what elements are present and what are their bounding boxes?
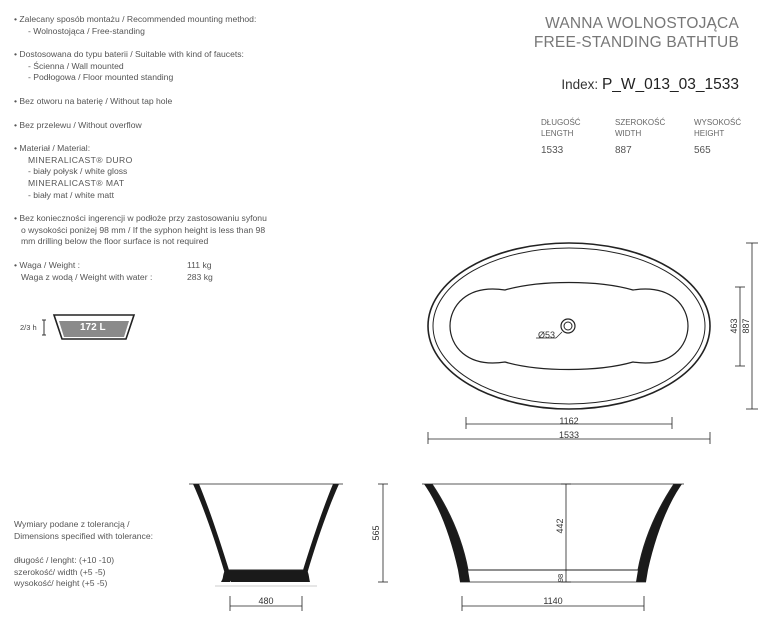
tolerance-title: Dimensions specified with tolerance: (14, 530, 153, 541)
short-side-wall (193, 484, 339, 582)
drain-outer-icon (561, 319, 575, 333)
long-base-width-label: 1140 (543, 596, 563, 606)
index-value: P_W_013_03_1533 (601, 76, 739, 93)
dim-head: HEIGHT (694, 129, 725, 138)
short-base-width-label: 480 (258, 596, 274, 606)
inner-length-label: 1162 (559, 416, 579, 426)
outer-rim (428, 243, 710, 409)
spec-siphon-line: • Bez konieczności ingerencji w podłoże przy zastosowaniu syfonu (14, 213, 314, 225)
long-base-height-label: 98 (556, 573, 565, 583)
inner-width-label: 463 (729, 318, 739, 334)
spec-list (14, 14, 314, 283)
spec-weight-water-label: Waga z wodą / Weight with water : (21, 271, 153, 282)
long-side-wall-right (636, 484, 682, 582)
title-en: FREE-STANDING BATHTUB (533, 34, 739, 51)
spec-faucets-item: - Ścienna / Wall mounted (28, 60, 124, 71)
spec-weight-value: 111 kg (187, 259, 212, 270)
top-view-drawing (410, 232, 770, 447)
dim-col-height (694, 117, 741, 156)
spec-faucets-label: • Dostosowana do typu baterii / Suitable with kind of faucets: (14, 49, 314, 61)
spec-material-line: - biały połysk / white gloss (28, 166, 128, 177)
dim-head: WIDTH (615, 129, 642, 138)
spec-mounting-item: - Wolnostojąca / Free-standing (28, 25, 145, 36)
spec-weight-label: • Waga / Weight : (14, 260, 314, 272)
dimensions-table (541, 117, 761, 161)
spec-faucets (14, 49, 314, 84)
tolerance-block (14, 519, 153, 590)
index-label: Index: (561, 77, 599, 92)
spec-material (14, 143, 314, 201)
drain-inner-icon (564, 322, 572, 330)
long-side-wall-left (424, 484, 470, 582)
inner-rim (433, 248, 705, 404)
spec-siphon-line: mm drilling below the floor surface is not required (21, 236, 209, 247)
capacity-volume: 172 L (80, 322, 106, 333)
spec-material-line: MINERALICAST® DURO (28, 154, 133, 165)
inner-basin (450, 283, 688, 370)
spec-material-line: MINERALICAST® MAT (28, 177, 125, 188)
spec-mounting (14, 14, 314, 37)
outer-length-label: 1533 (558, 430, 580, 440)
dim-value: 887 (615, 145, 632, 156)
tolerance-line: szerokość/ width (+5 -5) (14, 566, 106, 577)
spec-weight-water (14, 272, 314, 284)
side-view-long-drawing (418, 478, 688, 618)
spec-weight-water-value: 283 kg (187, 271, 213, 282)
dim-head: DŁUGOŚĆ (541, 118, 581, 127)
outer-width-label: 887 (741, 318, 751, 334)
capacity-diagram (14, 308, 144, 348)
capacity-fill-label: 2/3 h (20, 323, 37, 332)
index-line (561, 76, 739, 94)
spec-mounting-label: • Zalecany sposób montażu / Recommended mounting method: (14, 14, 314, 26)
long-depth-label: 442 (555, 518, 565, 534)
dim-value: 1533 (541, 145, 564, 156)
dim-head: LENGTH (541, 129, 574, 138)
spec-weight (14, 260, 314, 272)
spec-siphon-line: o wysokości poniżej 98 mm / If the syphon height is less than 98 (21, 224, 266, 235)
side-view-short-drawing (185, 478, 395, 618)
spec-siphon (14, 213, 314, 248)
spec-faucets-item: - Podłogowa / Floor mounted standing (28, 72, 174, 83)
dim-col-length (541, 117, 581, 156)
tolerance-line: wysokość/ height (+5 -5) (14, 578, 108, 589)
tolerance-title: Wymiary podane z tolerancją / (14, 519, 130, 529)
title-pl: WANNA WOLNOSTOJĄCA (545, 15, 739, 32)
short-height-label: 565 (371, 525, 381, 541)
dim-col-width (615, 117, 665, 156)
dim-value: 565 (694, 145, 711, 156)
dim-head: WYSOKOŚĆ (694, 118, 742, 127)
spec-material-label: • Materiał / Material: (14, 143, 314, 155)
tolerance-line: długość / lenght: (+10 -10) (14, 555, 115, 566)
spec-overflow: • Bez przelewu / Without overflow (14, 120, 314, 132)
drain-label: Ø53 (538, 330, 556, 340)
spec-tap-hole: • Bez otworu na baterię / Without tap hole (14, 96, 314, 108)
dim-head: SZEROKOŚĆ (615, 118, 666, 127)
page-title (534, 14, 739, 52)
spec-material-line: - biały mat / white matt (28, 189, 114, 200)
